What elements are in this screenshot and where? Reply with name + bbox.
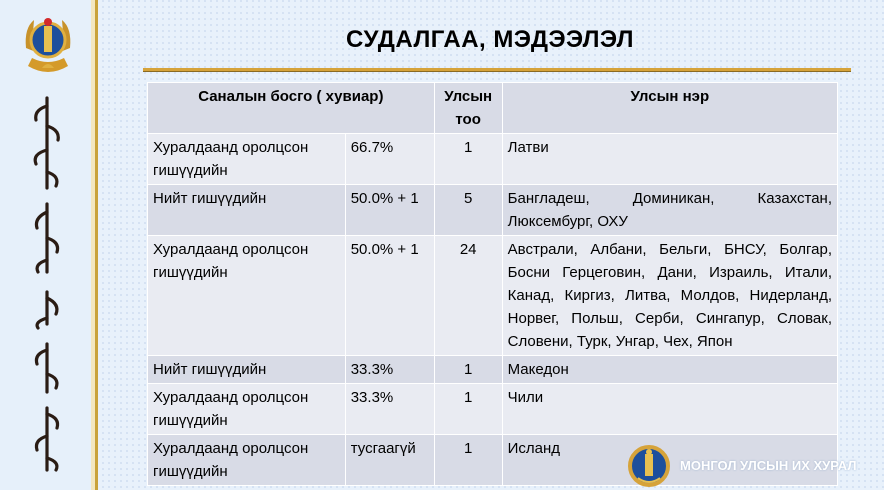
basis-cell: Хуралдаанд оролцсон гишүүдийн [148,236,346,356]
table-row [148,185,838,236]
countries-cell: Бангладеш, Доминикан, Казахстан, Люксембург, ОХУ [502,185,837,236]
basis-cell: Хуралдаанд оролцсон гишүүдийн [148,134,346,185]
parliament-seal-icon [628,444,670,488]
basis-cell: Хуралдаанд оролцсон гишүүдийн [148,384,346,435]
table-row [148,134,838,185]
header-country-names: Улсын нэр [502,83,837,134]
threshold-cell: тусгаагүй [345,435,434,486]
threshold-cell: 50.0% + 1 [345,185,434,236]
sidebar-panel [0,0,98,490]
voting-threshold-table [147,82,838,486]
countries-cell: Исланд [502,435,837,486]
mongolian-script-decoration [22,92,72,477]
basis-cell: Нийт гишүүдийн [148,356,346,384]
count-cell: 24 [434,236,502,356]
count-cell: 1 [434,384,502,435]
threshold-cell: 66.7% [345,134,434,185]
threshold-cell: 33.3% [345,384,434,435]
countries-cell: Македон [502,356,837,384]
basis-cell: Хуралдаанд оролцсон гишүүдийн [148,435,346,486]
footer-org-name: МОНГОЛ УЛСЫН ИХ ХУРАЛ [680,458,857,473]
countries-cell: Чили [502,384,837,435]
count-cell: 1 [434,356,502,384]
table-row [148,384,838,435]
header-threshold: Саналын босго ( хувиар) [148,83,435,134]
count-cell: 5 [434,185,502,236]
countries-cell: Латви [502,134,837,185]
page-title: СУДАЛГАА, МЭДЭЭЛЭЛ [346,26,635,53]
count-cell: 1 [434,435,502,486]
state-emblem-icon [20,8,76,78]
title-divider [143,68,851,71]
table-row [148,236,838,356]
basis-cell: Нийт гишүүдийн [148,185,346,236]
countries-cell: Австрали, Албани, Бельги, БНСУ, Болгар, Босни Герцеговин, Дани, Израиль, Итали, Канад, Киргиз, Литва, Молдов, Нидерланд, Норвег, Польш, Серби, Сингапур, Словак, Словени, Турк, Унгар, Чех, Япон [502,236,837,356]
threshold-cell: 50.0% + 1 [345,236,434,356]
header-country-count: Улсын тоо [434,83,502,134]
count-cell: 1 [434,134,502,185]
table-row [148,356,838,384]
threshold-cell: 33.3% [345,356,434,384]
